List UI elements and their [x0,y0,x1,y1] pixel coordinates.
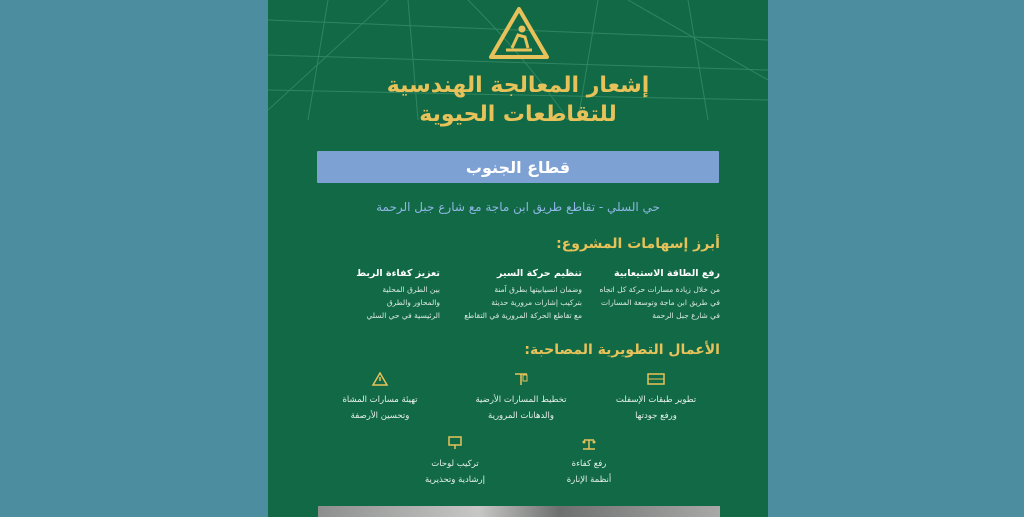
contribution-line: بتركيب إشارات مرورية حديثة [491,298,582,307]
contribution-line: الرئيسية في حي السلي [366,311,440,320]
work-item [390,436,520,488]
poster [268,0,768,517]
contribution-line: في شارع جبل الرحمة [652,311,720,320]
work-line: إرشادية وتحذيرية [425,475,485,485]
work-item [315,372,445,424]
works-heading: الأعمال التطويرية المصاحبة: [524,342,720,358]
work-item [524,436,654,488]
work-line: أنظمة الإنارة [566,475,612,485]
sector-banner [317,151,719,183]
intersection-photo [318,506,720,517]
contribution-line: والمحاور والطرق [386,298,440,307]
title-line-1: إشعار المعالجة الهندسية [386,73,650,98]
contribution-line: وضمان انسيابيتها بطرق آمنة [494,285,582,294]
contribution-line: من خلال زيادة مسارات حركة كل اتجاه [599,285,720,294]
warning-cone-icon [371,372,389,386]
contributions-heading: أبرز إسهامات المشروع: [556,236,720,252]
sign-board-icon [446,436,464,450]
contribution-title: تنظيم حركة السير [497,268,582,279]
contribution-title: رفع الطاقة الاستيعابية [614,268,720,279]
contribution-line: بين الطرق المحلية [382,285,440,294]
title-line-2: للتقاطعات الحيوية [419,102,617,127]
work-item [591,372,721,424]
work-line: رفع كفاءة [571,459,607,469]
contribution-title: تعزيز كفاءة الربط [356,268,440,279]
work-line: تطوير طبقات الإسفلت [615,395,697,405]
work-line: تهيئة مسارات المشاة [342,395,418,405]
contribution-item [316,268,440,322]
road-layers-icon [647,372,665,386]
traffic-light-icon [512,372,530,386]
work-line: تخطيط المسارات الأرضية [475,395,567,405]
work-line: ورفع جودتها [635,411,677,421]
work-line: وتحسين الأرصفة [350,411,410,421]
work-item [456,372,586,424]
work-line: تركيب لوحات [431,459,479,469]
contribution-item [596,268,720,322]
work-line: والدهانات المرورية [488,411,554,421]
road-work-icon [488,6,550,62]
contribution-line: في طريق ابن ماجة وتوسعة المسارات [600,298,720,307]
location-text: حي السلي - تقاطع طريق ابن ماجة مع شارع جبل الرحمة [376,200,660,214]
street-light-icon [580,436,598,450]
contribution-item [458,268,582,322]
contribution-line: مع تقاطع الحركة المرورية في التقاطع [464,311,582,320]
sector-label: قطاع الجنوب [465,157,571,177]
